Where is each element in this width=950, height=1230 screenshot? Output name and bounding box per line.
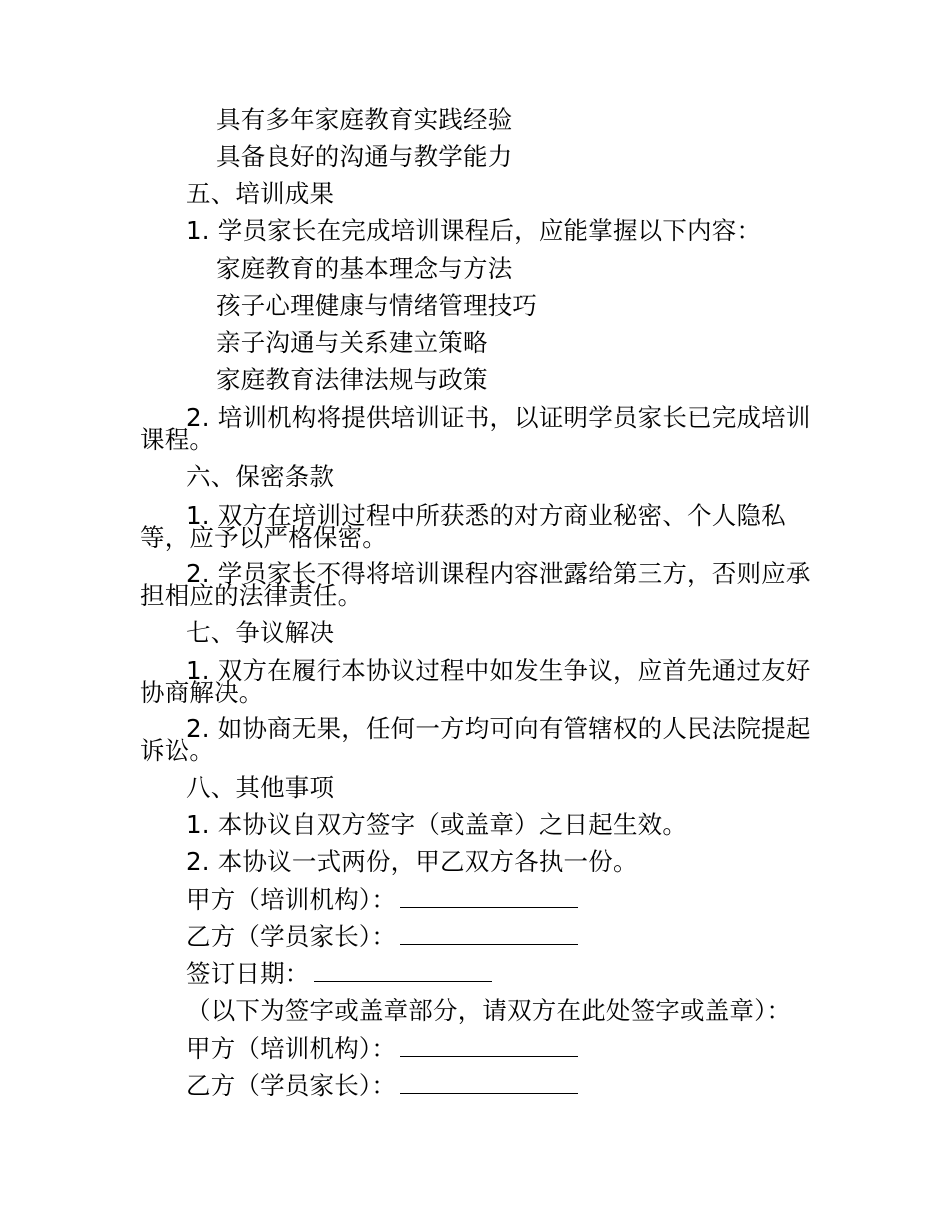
paragraph-line: 等，应予以严格保密。 — [140, 523, 387, 552]
party-b-signature-line-2 — [186, 1071, 578, 1101]
party-b-label-2: 乙方（学员家长）： — [186, 1071, 397, 1100]
section-7-item-1 — [140, 656, 820, 707]
section-5-item-1: 1. 学员家长在完成培训课程后，应能掌握以下内容： — [186, 216, 762, 245]
paragraph-line: 1. 双方在履行本协议过程中如发生争议，应首先通过友好 — [186, 656, 811, 685]
paragraph-line: 2. 如协商无果，任何一方均可向有管辖权的人民法院提起 — [186, 714, 811, 743]
party-b-signature-line — [186, 922, 578, 952]
section-8-heading: 八、其他事项 — [186, 773, 335, 802]
party-b-label: 乙方（学员家长）： — [186, 922, 397, 951]
sign-date-blank — [314, 959, 492, 982]
section-6-heading: 六、保密条款 — [186, 462, 335, 491]
party-b-blank-2 — [400, 1071, 578, 1094]
section-5-bullet-2: 孩子心理健康与情绪管理技巧 — [216, 291, 538, 320]
paragraph-line: 担相应的法律责任。 — [140, 581, 363, 610]
section-8-item-2: 2. 本协议一式两份，甲乙双方各执一份。 — [186, 847, 638, 876]
party-a-signature-line-2 — [186, 1034, 578, 1064]
paragraph-line: 课程。 — [140, 425, 215, 454]
sign-date-line — [186, 959, 492, 989]
party-a-blank — [400, 885, 578, 908]
section-8-item-1: 1. 本协议自双方签字（或盖章）之日起生效。 — [186, 810, 688, 839]
paragraph-line: 协商解决。 — [140, 678, 264, 707]
section-5-bullet-3: 亲子沟通与关系建立策略 — [216, 328, 488, 357]
paragraph-line: 1. 双方在培训过程中所获悉的对方商业秘密、个人隐私 — [186, 501, 786, 530]
qualification-line-2: 具备良好的沟通与教学能力 — [216, 142, 513, 171]
sign-date-label: 签订日期： — [186, 959, 310, 988]
section-5-item-2 — [140, 403, 820, 454]
section-5-heading: 五、培训成果 — [186, 179, 335, 208]
party-a-signature-line — [186, 885, 578, 915]
section-6-item-2 — [140, 559, 820, 610]
section-6-item-1 — [140, 501, 820, 552]
paragraph-line: 2. 培训机构将提供培训证书，以证明学员家长已完成培训 — [186, 403, 811, 432]
signature-note: （以下为签字或盖章部分，请双方在此处签字或盖章）： — [186, 996, 792, 1025]
party-a-label: 甲方（培训机构）： — [186, 885, 397, 914]
qualification-line-1: 具有多年家庭教育实践经验 — [216, 105, 513, 134]
section-5-bullet-4: 家庭教育法律法规与政策 — [216, 365, 488, 394]
section-7-heading: 七、争议解决 — [186, 618, 335, 647]
party-a-blank-2 — [400, 1034, 578, 1057]
section-5-bullet-1: 家庭教育的基本理念与方法 — [216, 254, 513, 283]
party-b-blank — [400, 922, 578, 945]
paragraph-line: 诉讼。 — [140, 736, 215, 765]
party-a-label-2: 甲方（培训机构）： — [186, 1034, 397, 1063]
paragraph-line: 2. 学员家长不得将培训课程内容泄露给第三方，否则应承 — [186, 559, 811, 588]
section-7-item-2 — [140, 714, 820, 765]
